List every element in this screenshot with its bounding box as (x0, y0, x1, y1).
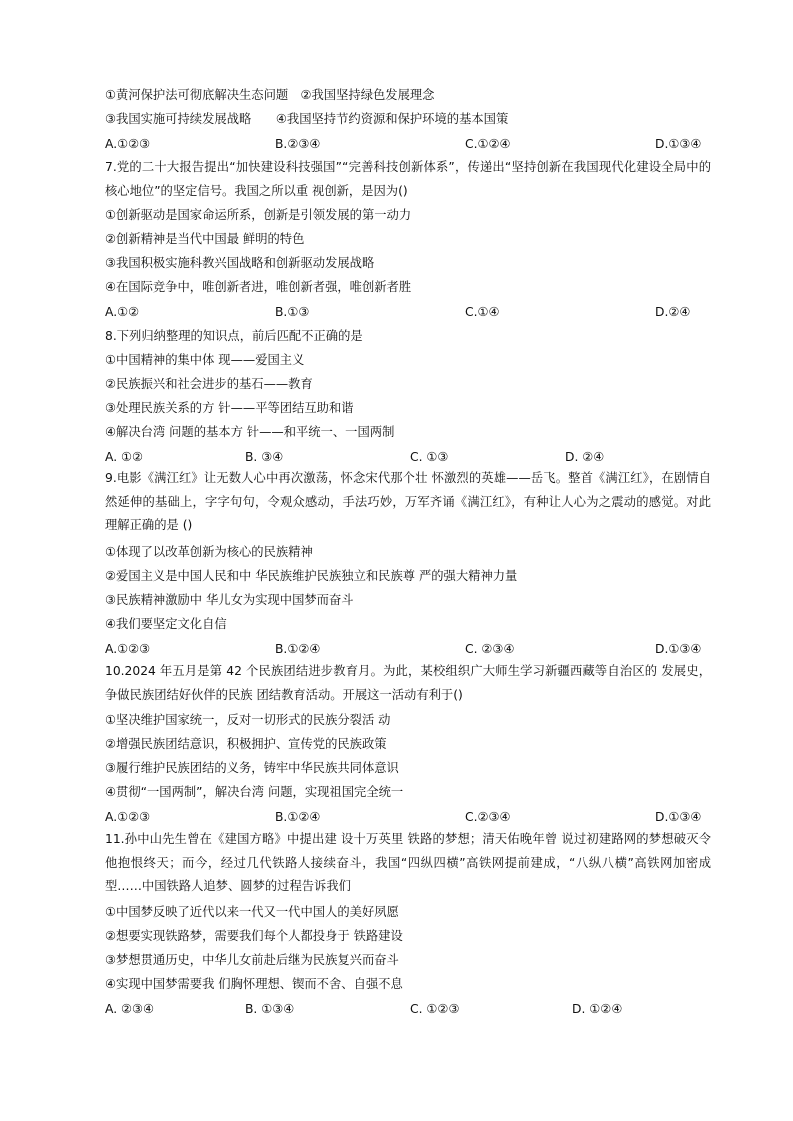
q11-stem: 11.孙中山先生曾在《建国方略》中提出建 设十万英里 铁路的梦想；清天佑晚年曾 说过初建路网的梦想破灭令他抱恨终天；而今，经过几代铁路人接续奋斗，我国“四纵四横”高铁网提前建成，“八纵八横”高铁网加密成型……中国铁路人追梦、圆梦的过程告诉我们 (105, 832, 711, 894)
q11-statement-3: ③梦想贯通历史，中华儿女前赴后继为民族复兴而奋斗 (105, 953, 399, 967)
q11-choice-d: D. ①②④ (572, 1002, 623, 1016)
q7-choice-b: B.①③ (275, 305, 310, 319)
q9-choice-b: B.①②④ (275, 642, 321, 656)
q6-choice-c: C.①②④ (465, 137, 511, 151)
q10-stem: 10.2024 年五月是第 42 个民族团结进步教育月。为此，某校组织广大师生学习新疆西藏等自治区的 发展史，争做民族团结好伙伴的民族 团结教育活动。开展这一活动有利于() (105, 664, 711, 702)
q7-choice-d: D.②④ (655, 305, 691, 319)
q8-statement-3: ③处理民族关系的方 针——平等团结互助和谐 (105, 401, 354, 415)
q8-stem: 8.下列归纳整理的知识点，前后匹配不正确的是 (105, 329, 363, 343)
q9-statement-4: ④我们要坚定文化自信 (105, 617, 227, 631)
q11-choice-c: C. ①②③ (410, 1002, 460, 1016)
q8-statement-4: ④解决台湾 问题的基本方 针——和平统一、一国两制 (105, 425, 395, 439)
q8-statement-1: ①中国精神的集中体 现——爱国主义 (105, 353, 305, 367)
q7-statement-3: ③我国积极实施科教兴国战略和创新驱动发展战略 (105, 256, 375, 270)
q9-stem: 9.电影《满江红》让无数人心中再次激荡，怀念宋代那个壮 怀激烈的英雄——岳飞。整首《满江红》，在剧情自然延伸的基础上，字字句句，令观众感动，手法巧妙，万军齐诵《满江红》，有种让人心为之震动的感觉。对此理解正确的是 () (105, 471, 711, 533)
q9-choice-c: C. ②③④ (465, 642, 515, 656)
q10-choice-b: B.①②④ (275, 810, 321, 824)
q7-choice-c: C.①④ (465, 305, 500, 319)
q11-statement-2: ②想要实现铁路梦，需要我们每个人都投身于 铁路建设 (105, 929, 403, 943)
q6-choice-d: D.①③④ (655, 137, 702, 151)
q6-choice-b: B.②③④ (275, 137, 321, 151)
q6-choice-a: A.①②③ (105, 137, 151, 151)
q10-statement-3: ③履行维护民族团结的义务，铸牢中华民族共同体意识 (105, 761, 399, 775)
q10-statement-1: ①坚决维护国家统一，反对一切形式的民族分裂活 动 (105, 713, 391, 727)
q8-choice-d: D. ②④ (565, 450, 605, 464)
q7-stem: 7.党的二十大报告提出“加快建设科技强国”“完善科技创新体系”，传递出“坚持创新在我国现代化建设全局中的核心地位”的坚定信号。我国之所以重 视创新，是因为() (105, 160, 711, 198)
q6-option-line-2: ③我国实施可持续发展战略 ④我国坚持节约资源和保护环境的基本国策 (105, 112, 509, 126)
q10-choice-d: D.①③④ (655, 810, 702, 824)
q8-choice-a: A. ①② (105, 450, 144, 464)
q10-statement-2: ②增强民族团结意识，积极拥护、宣传党的民族政策 (105, 737, 387, 751)
q7-statement-2: ②创新精神是当代中国最 鲜明的特色 (105, 232, 305, 246)
q9-statement-3: ③民族精神激励中 华儿女为实现中国梦而奋斗 (105, 593, 354, 607)
q11-statement-1: ①中国梦反映了近代以来一代又一代中国人的美好夙愿 (105, 905, 399, 919)
q8-statement-2: ②民族振兴和社会进步的基石——教育 (105, 377, 313, 391)
q7-statement-4: ④在国际竞争中，唯创新者进，唯创新者强，唯创新者胜 (105, 280, 412, 294)
q7-choice-a: A.①② (105, 305, 140, 319)
q8-choice-b: B. ③④ (245, 450, 284, 464)
q9-choice-d: D.①③④ (655, 642, 702, 656)
q9-choice-a: A.①②③ (105, 642, 151, 656)
q11-choice-b: B. ①③④ (245, 1002, 295, 1016)
q6-option-line-1: ①黄河保护法可彻底解决生态问题 ②我国坚持绿色发展理念 (105, 88, 435, 102)
q9-statement-2: ②爱国主义是中国人民和中 华民族维护民族独立和民族尊 严的强大精神力量 (105, 569, 518, 583)
q10-choice-c: C.②③④ (465, 810, 511, 824)
q11-statement-4: ④实现中国梦需要我 们胸怀理想、锲而不舍、自强不息 (105, 977, 403, 991)
q7-statement-1: ①创新驱动是国家命运所系，创新是引领发展的第一动力 (105, 208, 412, 222)
q8-choice-c: C. ①③ (410, 450, 449, 464)
q10-choice-a: A.①②③ (105, 810, 151, 824)
q11-choice-a: A. ②③④ (105, 1002, 155, 1016)
q9-statement-1: ①体现了以改革创新为核心的民族精神 (105, 545, 313, 559)
q10-statement-4: ④贯彻“一国两制”，解决台湾 问题，实现祖国完全统一 (105, 785, 404, 799)
